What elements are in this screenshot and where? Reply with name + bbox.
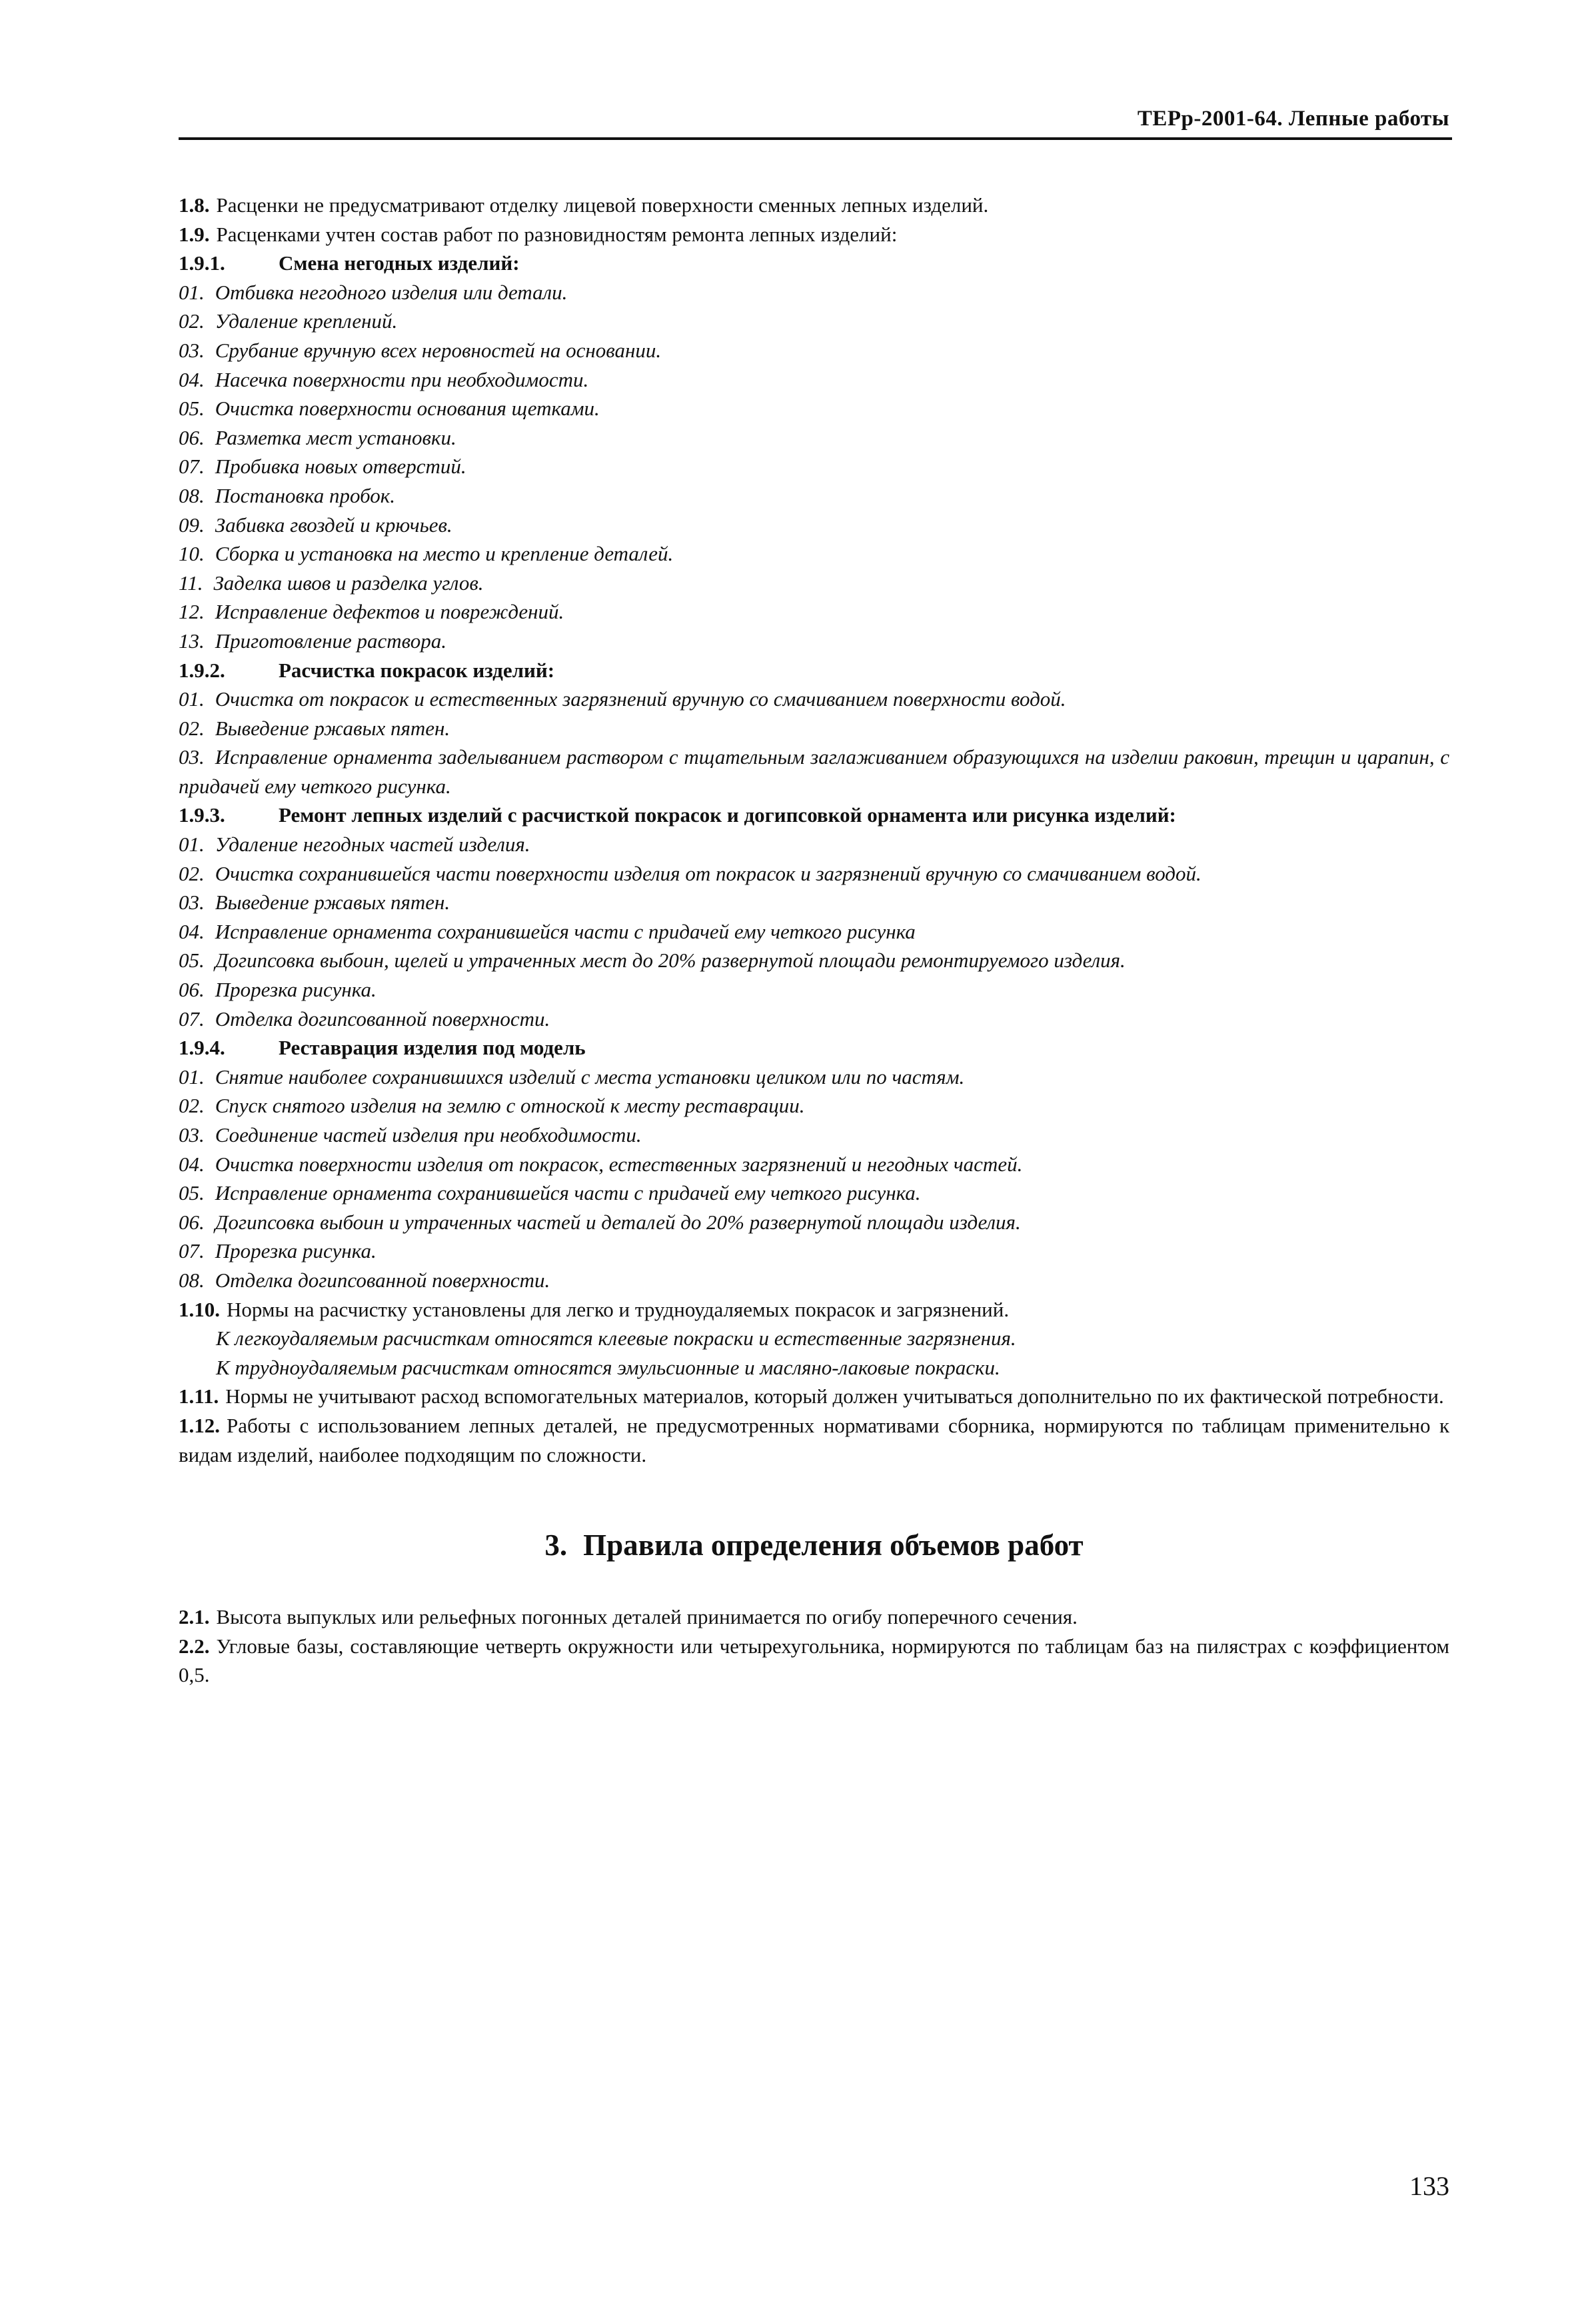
- work-item: [179, 481, 1449, 511]
- work-item-text: Догипсовка выбоин, щелей и утраченных мест до 20% развернутой площади ремонтируемого изделия.: [215, 949, 1126, 973]
- subsection-heading: [179, 1033, 1449, 1063]
- numbered-paragraph: [179, 191, 1449, 220]
- subsection-number: 1.9.2.: [179, 658, 225, 682]
- work-item-text: Спуск снятого изделия на землю с отноской к месту реставрации.: [215, 1094, 805, 1118]
- work-item-text: Выведение ржавых пятен.: [215, 891, 450, 915]
- work-item-number: 05.: [179, 1181, 205, 1205]
- work-item-text: Отделка догипсованной поверхности.: [215, 1268, 550, 1292]
- paragraph-number: 1.9.: [179, 222, 210, 246]
- work-item-number: 06.: [179, 978, 205, 1002]
- paragraph-text: Угловые базы, составляющие четверть окружности или четырехугольника, нормируются по таблицам баз на пилястрах с коэффициентом 0,5.: [179, 1634, 1449, 1687]
- work-item-number: 04.: [179, 1152, 205, 1176]
- paragraph-number: 1.10.: [179, 1297, 220, 1321]
- work-item: [179, 278, 1449, 307]
- work-item-text: Забивка гвоздей и крючьев.: [215, 513, 452, 537]
- work-item-text: Прорезка рисунка.: [215, 978, 377, 1002]
- work-item-number: 10.: [179, 542, 205, 566]
- work-item-number: 03.: [179, 891, 205, 915]
- paragraph-text: Работы с использованием лепных деталей, не предусмотренных нормативами сборника, нормируются по таблицам применительно к видам изделий, наиболее подходящим по сложности.: [179, 1413, 1449, 1466]
- work-item-text: Исправление дефектов и повреждений.: [215, 600, 564, 624]
- work-item-text: Заделка швов и разделка углов.: [213, 571, 484, 595]
- work-item-number: 05.: [179, 949, 205, 973]
- work-item-text: Очистка поверхности основания щетками.: [215, 397, 600, 421]
- work-item-number: 09.: [179, 513, 205, 537]
- work-item: [179, 597, 1449, 627]
- work-item-number: 07.: [179, 1239, 205, 1263]
- subsection-title: Ремонт лепных изделий с расчисткой покрасок и догипсовкой орнамента или рисунка изделий:: [279, 803, 1176, 827]
- work-item-text: Удаление креплений.: [215, 309, 398, 333]
- paragraph-number: 2.1.: [179, 1605, 210, 1629]
- work-item-text: Исправление орнамента сохранившейся части с придачей ему четкого рисунка: [215, 919, 916, 943]
- subsection-heading: [179, 801, 1449, 830]
- work-item-text: Прорезка рисунка.: [215, 1239, 377, 1263]
- work-item: [179, 743, 1449, 801]
- subsection-number: 1.9.1.: [179, 251, 225, 275]
- work-item: [179, 714, 1449, 743]
- work-item-text: Очистка от покрасок и естественных загрязнений вручную со смачиванием поверхности водой.: [215, 687, 1066, 711]
- header-rule: [179, 137, 1452, 140]
- paragraph-text: Расценками учтен состав работ по разновидностям ремонта лепных изделий:: [216, 222, 898, 246]
- subsection-heading: [179, 656, 1449, 685]
- numbered-paragraph: [179, 1602, 1449, 1632]
- work-item: [179, 1208, 1449, 1237]
- work-item-text: Исправление орнамента заделыванием раствором с тщательным заглаживанием образующихся на изделии раковин, трещин и царапин, с придачей ему четкого рисунка.: [179, 745, 1449, 798]
- work-item: [179, 394, 1449, 423]
- work-item-text: Насечка поверхности при необходимости.: [215, 367, 589, 391]
- work-item-number: 13.: [179, 629, 205, 653]
- work-item-text: Приготовление раствора.: [215, 629, 446, 653]
- work-item-number: 12.: [179, 600, 205, 624]
- note-text: К легкоудаляемым расчисткам относятся клеевые покраски и естественные загрязнения.: [216, 1326, 1016, 1350]
- numbered-paragraph: [179, 1632, 1449, 1690]
- paragraph-number: 1.11.: [179, 1384, 219, 1408]
- paragraph-number: 1.8.: [179, 193, 210, 217]
- work-item-number: 04.: [179, 919, 205, 943]
- numbered-paragraph: [179, 1411, 1449, 1469]
- work-item: [179, 452, 1449, 481]
- work-item-number: 07.: [179, 1007, 205, 1031]
- work-item: [179, 888, 1449, 917]
- work-item-number: 08.: [179, 1268, 205, 1292]
- work-item: [179, 336, 1449, 365]
- work-item: [179, 569, 1449, 598]
- page-number: 133: [1409, 2171, 1449, 2201]
- paragraph-number: 2.2.: [179, 1634, 210, 1658]
- work-item-text: Выведение ржавых пятен.: [215, 716, 450, 740]
- work-item-number: 01.: [179, 687, 205, 711]
- work-item-number: 02.: [179, 309, 205, 333]
- work-item-number: 03.: [179, 338, 205, 362]
- subsection-title: Смена негодных изделий:: [279, 251, 520, 275]
- work-item: [179, 365, 1449, 395]
- note-line: [179, 1353, 1449, 1382]
- paragraph-number: 1.12.: [179, 1413, 220, 1437]
- note-line: [179, 1324, 1449, 1353]
- work-item: [179, 1005, 1449, 1034]
- work-item-text: Сборка и установка на место и крепление деталей.: [215, 542, 674, 566]
- work-item-number: 06.: [179, 1210, 205, 1234]
- work-item-text: Постановка пробок.: [215, 483, 396, 507]
- work-item: [179, 917, 1449, 947]
- work-item: [179, 423, 1449, 453]
- work-item-number: 06.: [179, 425, 205, 449]
- work-item-number: 01.: [179, 1065, 205, 1089]
- work-item-text: Очистка сохранившейся части поверхности изделия от покрасок и загрязнений вручную со смачиванием водой.: [215, 861, 1201, 885]
- work-item-number: 07.: [179, 455, 205, 479]
- work-item-number: 03.: [179, 745, 205, 769]
- work-item-text: Отбивка негодного изделия или детали.: [215, 280, 568, 304]
- subsection-title: Реставрация изделия под модель: [279, 1036, 586, 1060]
- section-number: 3.: [544, 1528, 568, 1562]
- work-item: [179, 830, 1449, 859]
- work-item-number: 11.: [179, 571, 203, 595]
- work-item: [179, 859, 1449, 889]
- work-item-number: 05.: [179, 397, 205, 421]
- work-item-number: 01.: [179, 280, 205, 304]
- work-item-text: Снятие наиболее сохранившихся изделий с места установки целиком или по частям.: [215, 1065, 965, 1089]
- work-item-text: Пробивка новых отверстий.: [215, 455, 466, 479]
- work-item-text: Догипсовка выбоин и утраченных частей и деталей до 20% развернутой площади изделия.: [215, 1210, 1021, 1234]
- work-item-text: Очистка поверхности изделия от покрасок, естественных загрязнений и негодных частей.: [215, 1152, 1023, 1176]
- numbered-paragraph: [179, 1382, 1449, 1411]
- work-item: [179, 1266, 1449, 1295]
- paragraph-text: Высота выпуклых или рельефных погонных деталей принимается по огибу поперечного сечения.: [216, 1605, 1078, 1629]
- subsection-number: 1.9.3.: [179, 803, 225, 827]
- work-item-number: 04.: [179, 367, 205, 391]
- paragraph-text: Расценки не предусматривают отделку лицевой поверхности сменных лепных изделий.: [216, 193, 989, 217]
- work-item: [179, 1150, 1449, 1179]
- work-item-text: Удаление негодных частей изделия.: [215, 833, 530, 857]
- section-heading: [179, 1526, 1449, 1564]
- work-item-number: 03.: [179, 1123, 205, 1147]
- work-item: [179, 975, 1449, 1005]
- paragraph-text: Нормы на расчистку установлены для легко и трудноудаляемых покрасок и загрязнений.: [227, 1297, 1010, 1321]
- work-item-text: Соединение частей изделия при необходимости.: [215, 1123, 642, 1147]
- work-item-number: 02.: [179, 716, 205, 740]
- work-item: [179, 685, 1449, 714]
- document-body: [179, 191, 1449, 1690]
- paragraph-text: Нормы не учитывают расход вспомогательных материалов, который должен учитываться дополнительно по их фактической потребности.: [225, 1384, 1444, 1408]
- work-item: [179, 1121, 1449, 1150]
- work-item: [179, 1063, 1449, 1092]
- work-item-text: Срубание вручную всех неровностей на основании.: [215, 338, 662, 362]
- work-item: [179, 1236, 1449, 1266]
- subsection-heading: [179, 249, 1449, 278]
- numbered-paragraph: [179, 1295, 1449, 1324]
- subsection-title: Расчистка покрасок изделий:: [279, 658, 555, 682]
- work-item: [179, 539, 1449, 569]
- work-item: [179, 1091, 1449, 1121]
- work-item-number: 02.: [179, 1094, 205, 1118]
- numbered-paragraph: [179, 220, 1449, 249]
- subsection-number: 1.9.4.: [179, 1036, 225, 1060]
- running-header: ТЕРр-2001-64. Лепные работы: [1137, 107, 1449, 131]
- rules-list: [179, 191, 1449, 1469]
- section-title: Правила определения объемов работ: [583, 1528, 1084, 1562]
- work-item-text: Исправление орнамента сохранившейся части с придачей ему четкого рисунка.: [215, 1181, 921, 1205]
- note-text: К трудноудаляемым расчисткам относятся эмульсионные и масляно-лаковые покраски.: [216, 1355, 1000, 1379]
- work-item-number: 02.: [179, 861, 205, 885]
- work-item-number: 01.: [179, 833, 205, 857]
- work-item: [179, 307, 1449, 336]
- work-item: [179, 627, 1449, 656]
- work-item-number: 08.: [179, 483, 205, 507]
- work-item: [179, 511, 1449, 540]
- work-item: [179, 1178, 1449, 1208]
- work-item-text: Отделка догипсованной поверхности.: [215, 1007, 550, 1031]
- work-item: [179, 946, 1449, 975]
- volume-rules-list: [179, 1602, 1449, 1690]
- work-item-text: Разметка мест установки.: [215, 425, 456, 449]
